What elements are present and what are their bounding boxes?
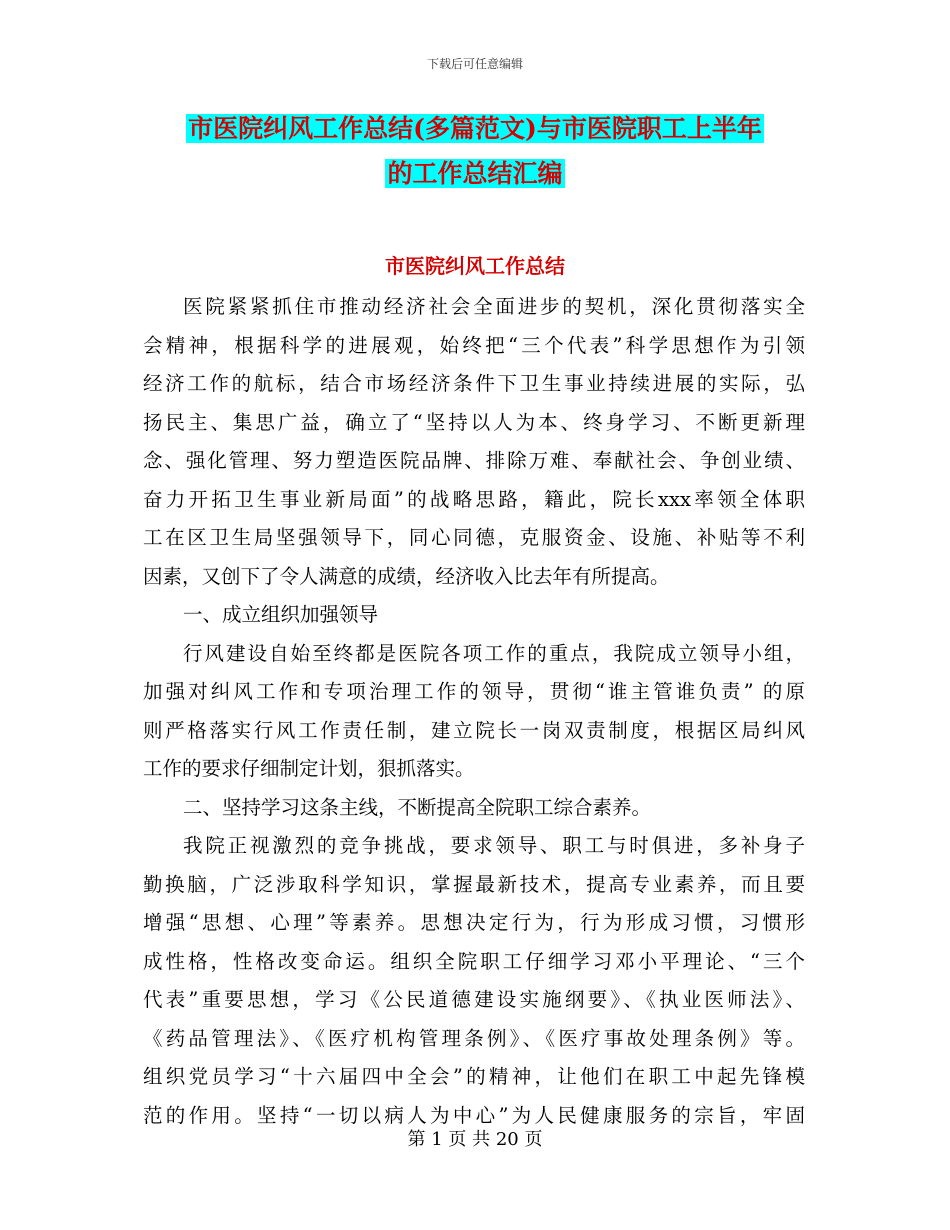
title-highlight-1: 市医院纠风工作总结(多篇范文)与市医院职工上半年 xyxy=(188,114,762,143)
paragraph-line: 加强对纠风工作和专项治理工作的领导，贯彻“谁主管谁负责” 的原 xyxy=(143,680,805,703)
paragraph-line: 《药品管理法》、《医疗机构管理条例》、《医疗事故处理条例》等。 xyxy=(143,1026,805,1050)
paragraph-line: 因素，又创下了令人满意的成绩，经济收入比去年有所提高。 xyxy=(143,564,670,588)
section-title: 市医院纠风工作总结 xyxy=(385,254,565,278)
paragraph-line: 行风建设自始至终都是医院各项工作的重点，我院成立领导小组， xyxy=(183,641,805,665)
body-text xyxy=(143,288,805,1135)
title-highlight-2: 的工作总结汇编 xyxy=(387,159,563,188)
paragraph-line: 奋力开拓卫生事业新局面”的战略思路，籍此，院长xxx率领全体职 xyxy=(143,487,805,511)
paragraph-line: 经济工作的航标，结合市场经济条件下卫生事业持续进展的实际，弘 xyxy=(143,372,805,395)
page-footer: 第 1 页 共 20 页 xyxy=(407,1129,543,1150)
paragraph-line: 扬民主、集思广益，确立了“坚持以人为本、终身学习、不断更新理 xyxy=(143,410,805,434)
paragraph-line: 工作的要求仔细制定计划，狠抓落实。 xyxy=(143,757,475,780)
paragraph-line: 成性格，性格改变命运。组织全院职工仔细学习邓小平理论、“三个 xyxy=(143,949,805,973)
paragraph-line: 组织党员学习“十六届四中全会”的精神，让他们在职工中起先锋模 xyxy=(143,1065,805,1088)
paragraph-line: 范的作用。坚持“一切以病人为中心”为人民健康服务的宗旨，牢固 xyxy=(143,1103,805,1127)
paragraph-line: 勤换脑，广泛涉取科学知识，掌握最新技术，提高专业素养，而且要 xyxy=(143,872,805,896)
paragraph-line: 我院正视激烈的竞争挑战，要求领导、职工与时俱进，多补身子 xyxy=(183,834,805,857)
paragraph-line: 会精神，根据科学的进展观，始终把“三个代表”科学思想作为引领 xyxy=(143,333,805,357)
document-title-line-2 xyxy=(0,156,950,192)
paragraph-line: 则严格落实行风工作责任制，建立院长一岗双责制度，根据区局纠风 xyxy=(143,718,805,742)
section-heading-1: 一、成立组织加强领导 xyxy=(183,603,379,626)
paragraph-line: 代表”重要思想，学习《公民道德建设实施纲要》、《执业医师法》、 xyxy=(143,988,805,1011)
paragraph-line: 工在区卫生局坚强领导下，同心同德，克服资金、设施、补贴等不利 xyxy=(143,526,805,549)
document-title-line-1 xyxy=(0,111,950,147)
paragraph-line: 念、强化管理、努力塑造医院品牌、排除万难、奉献社会、争创业绩、 xyxy=(143,449,805,472)
page-header-note: 下载后可任意编辑 xyxy=(426,57,523,71)
section-heading-2: 二、坚持学习这条主线，不断提高全院职工综合素养。 xyxy=(183,795,652,819)
paragraph-line: 医院紧紧抓住市推动经济社会全面进步的契机，深化贯彻落实全 xyxy=(183,295,805,318)
paragraph-line: 增强“思想、心理”等素养。思想决定行为，行为形成习惯，习惯形 xyxy=(143,911,805,934)
